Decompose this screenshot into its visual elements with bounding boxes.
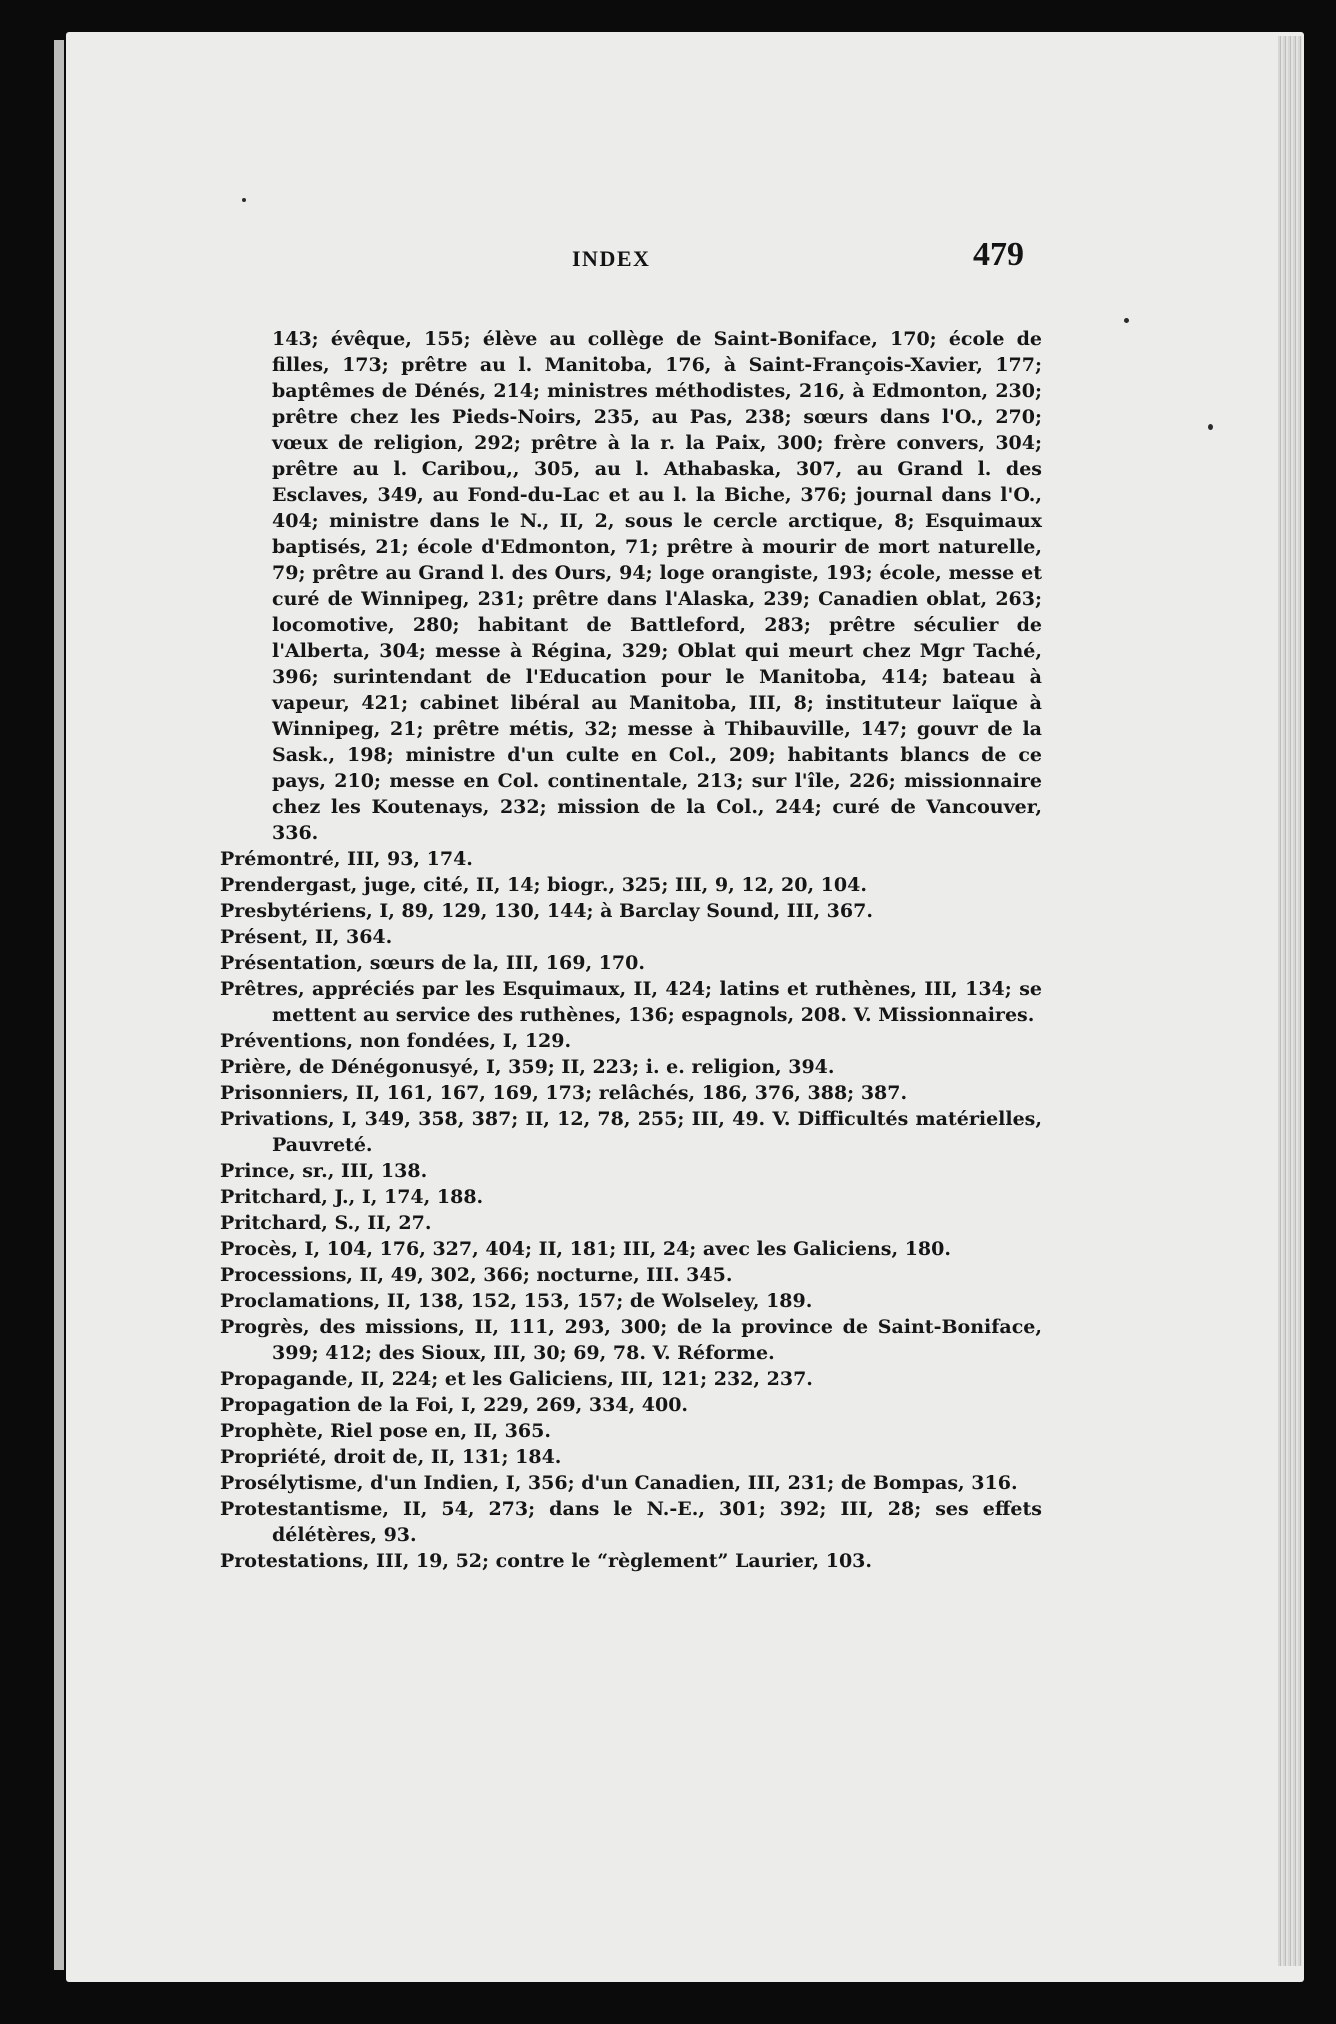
index-entry: Prière, de Dénégonusyé, I, 359; II, 223; i. e. religion, 394. [220, 1056, 835, 1078]
index-entry: Présentation, sœurs de la, III, 169, 170. [220, 952, 645, 974]
index-entry: Prêtres, appréciés par les Esquimaux, II, 424; latins et ruthènes, III, 134; se mettent au service des ruthènes, 136; espagnols, 208. V. Missionnaires. [220, 978, 1042, 1026]
index-entry: Propriété, droit de, II, 131; 184. [220, 1446, 562, 1468]
index-entry: Propagande, II, 224; et les Galiciens, III, 121; 232, 237. [220, 1368, 813, 1390]
index-entry: Pritchard, J., I, 174, 188. [220, 1186, 484, 1208]
index-entry: Prendergast, juge, cité, II, 14; biogr., 325; III, 9, 12, 20, 104. [220, 874, 867, 896]
index-entry: Pritchard, S., II, 27. [220, 1212, 432, 1234]
index-entry: Procès, I, 104, 176, 327, 404; II, 181; III, 24; avec les Galiciens, 180. [220, 1238, 951, 1260]
dust-speck [1208, 424, 1213, 430]
index-entry: Proclamations, II, 138, 152, 153, 157; de Wolseley, 189. [220, 1290, 813, 1312]
running-head: INDEX [572, 246, 651, 271]
index-entry: Prince, sr., III, 138. [220, 1160, 428, 1182]
index-entry: Présent, II, 364. [220, 926, 393, 948]
index-entry-continuation: 143; évêque, 155; élève au collège de Saint-Boniface, 170; école de filles, 173; prêtre au l. Manitoba, 176, à Saint-François-Xavier, 177; baptêmes de Dénés, 214; ministres méthodistes, 216, à Edmonton, 230; prêtre chez les Pieds-Noirs, 235, au Pas, 238; sœurs dans l'O., 270; vœux de religion, 292; prêtre à la r. la Paix, 300; frère convers, 304; prêtre au l. Caribou,, 305, au l. Athabaska, 307, au Grand l. des Esclaves, 349, au Fond-du-Lac et au l. la Biche, 376; journal dans l'O., 404; ministre dans le N., II, 2, sous le cercle arctique, 8; Esquimaux baptisés, 21; école d'Edmonton, 71; prêtre à mourir de mort naturelle, 79; prêtre au Grand l. des Ours, 94; loge orangiste, 193; école, messe et curé de Winnipeg, 231; prêtre dans l'Alaska, 239; Canadien oblat, 263; locomotive, 280; habitant de Battleford, 283; prêtre séculier de l'Alberta, 304; messe à Régina, 329; Oblat qui meurt chez Mgr Taché, 396; surintendant de l'Education pour le Manitoba, 414; bateau à vapeur, 421; cabinet libéral au Manitoba, III, 8; instituteur laïque à Winnipeg, 21; prêtre métis, 32; messe à Thibauville, 147; gouvr de la Sask., 198; ministre d'un culte en Col., 209; habitants blancs de ce pays, 210; messe en Col. continentale, 213; sur l'île, 226; missionnaire chez les Koutenays, 232; mission de la Col., 244; curé de Vancouver, 336. [272, 328, 1042, 844]
index-entry: Protestations, III, 19, 52; contre le “règlement” Laurier, 103. [220, 1550, 873, 1572]
index-entry: Préventions, non fondées, I, 129. [220, 1030, 572, 1052]
index-entry: Prosélytisme, d'un Indien, I, 356; d'un Canadien, III, 231; de Bompas, 316. [220, 1472, 1018, 1494]
index-entry: Prophète, Riel pose en, II, 365. [220, 1420, 551, 1442]
index-entry: Prémontré, III, 93, 174. [220, 848, 473, 870]
index-entry: Presbytériens, I, 89, 129, 130, 144; à Barclay Sound, III, 367. [220, 900, 873, 922]
index-entry: Propagation de la Foi, I, 229, 269, 334, 400. [220, 1394, 689, 1416]
index-entries [220, 326, 1042, 1574]
page-header [200, 236, 1030, 280]
index-entry: Protestantisme, II, 54, 273; dans le N.-E., 301; 392; III, 28; ses effets délétères, 93. [220, 1498, 1042, 1546]
page-number: 479 [973, 236, 1024, 273]
page-stack-edges [1278, 36, 1302, 1966]
index-entry: Processions, II, 49, 302, 366; nocturne, III. 345. [220, 1264, 733, 1286]
facing-page-edge [54, 40, 64, 1970]
index-entry: Privations, I, 349, 358, 387; II, 12, 78, 255; III, 49. V. Difficultés matérielles, Pauvreté. [220, 1108, 1042, 1156]
index-entry: Progrès, des missions, II, 111, 293, 300; de la province de Saint-Boniface, 399; 412; des Sioux, III, 30; 69, 78. V. Réforme. [220, 1316, 1042, 1364]
index-entry: Prisonniers, II, 161, 167, 169, 173; relâchés, 186, 376, 388; 387. [220, 1082, 908, 1104]
dust-speck [242, 198, 246, 202]
dust-speck [1124, 318, 1129, 323]
book-spine-shadow [0, 0, 60, 2024]
